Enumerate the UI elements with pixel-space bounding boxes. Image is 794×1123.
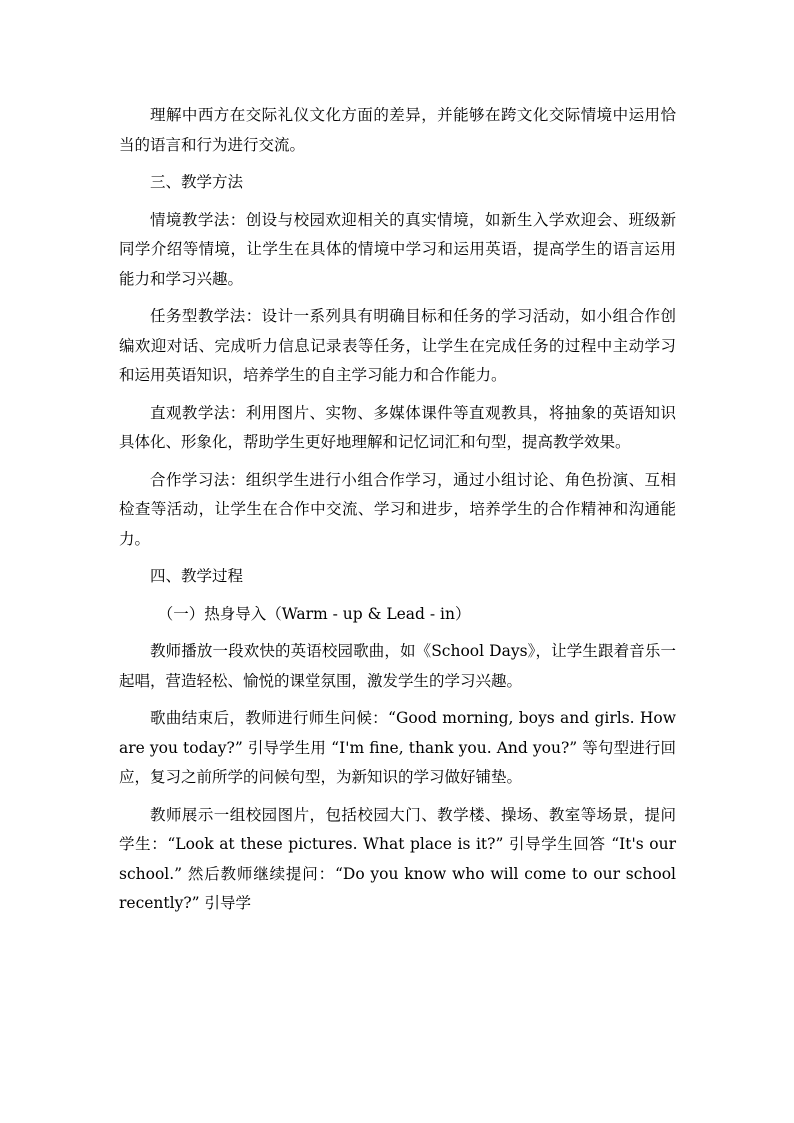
- section-heading-teaching-process: 四、教学过程: [150, 567, 244, 585]
- task-method-paragraph: 任务型教学法：设计一系列具有明确目标和任务的学习活动，如小组合作创编欢迎对话、完成听力信息记录表等任务，让学生在完成任务的过程中主动学习和运用英语知识，培养学生的自主学习能力和合作能力。: [119, 307, 676, 384]
- subsection-heading-warm-up: （一）热身导入（Warm - up & Lead - in）: [157, 604, 471, 623]
- greeting-paragraph: 歌曲结束后，教师进行师生问候：“Good morning, boys and girls. How are you today?” 引导学生用 “I'm fine, thank you. And you?” 等句型进行回应，复习之前所学的问候句型，为新知识的学习做好铺垫。: [119, 709, 676, 786]
- situational-method-paragraph: 情境教学法：创设与校园欢迎相关的真实情境，如新生入学欢迎会、班级新同学介绍等情境，让学生在具体的情境中学习和运用英语，提高学生的语言运用能力和学习兴趣。: [119, 210, 676, 288]
- intro-paragraph: 理解中西方在交际礼仪文化方面的差异，并能够在跨文化交际情境中运用恰当的语言和行为进行交流。: [119, 106, 676, 154]
- section-heading-teaching-methods: 三、教学方法: [150, 173, 244, 191]
- song-paragraph: 教师播放一段欢快的英语校园歌曲，如《School Days》，让学生跟着音乐一起唱，营造轻松、愉悦的课堂氛围，激发学生的学习兴趣。: [119, 642, 676, 690]
- visual-method-paragraph: 直观教学法：利用图片、实物、多媒体课件等直观教具，将抽象的英语知识具体化、形象化，帮助学生更好地理解和记忆词汇和句型，提高教学效果。: [119, 403, 676, 451]
- pictures-paragraph: 教师展示一组校园图片，包括校园大门、教学楼、操场、教室等场景，提问学生：“Look at these pictures. What place is it?” 引导学生回答 “It's our school.” 然后教师继续提问：“Do you know who will come to our school recently?” 引导学: [119, 805, 676, 912]
- document-page: [119, 101, 676, 927]
- cooperative-method-paragraph: 合作学习法：组织学生进行小组合作学习，通过小组讨论、角色扮演、互相检查等活动，让学生在合作中交流、学习和进步，培养学生的合作精神和沟通能力。: [119, 470, 676, 548]
